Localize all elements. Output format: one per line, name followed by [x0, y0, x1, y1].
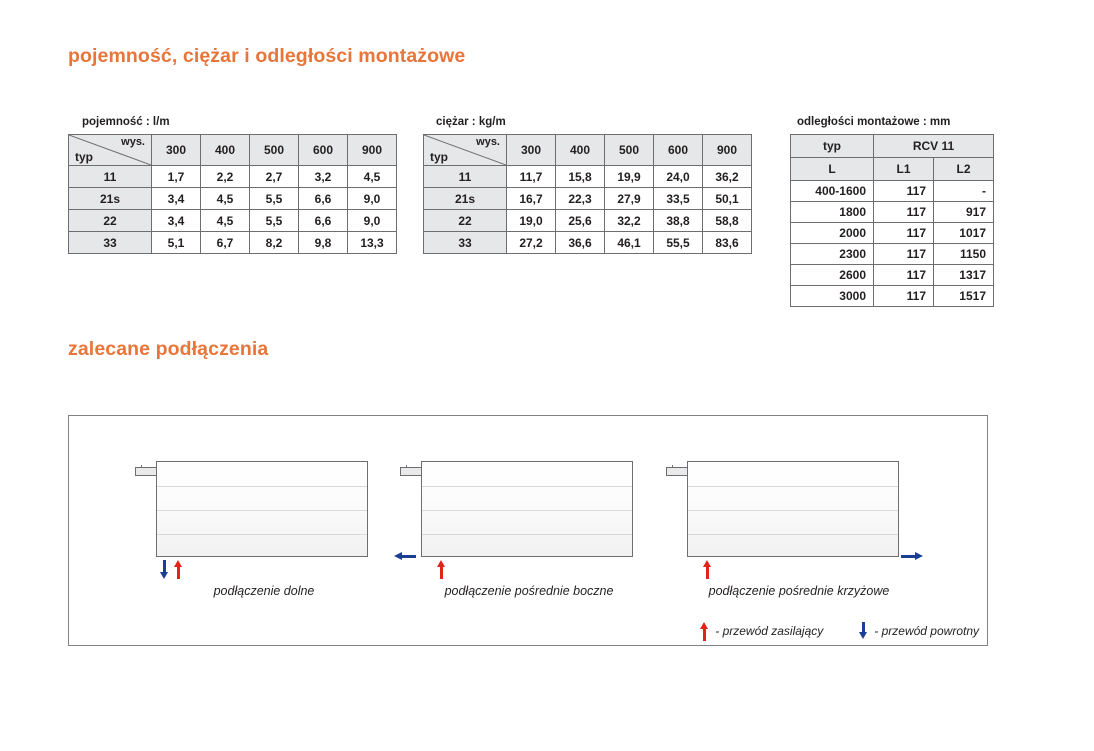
table-row — [791, 286, 994, 307]
table-cell: 33,5 — [654, 188, 703, 210]
radiator-seam — [157, 510, 367, 511]
radiator-illustration-1 — [156, 461, 368, 557]
radiator-seam — [688, 534, 898, 535]
radiator-seam — [422, 510, 632, 511]
corner-label-wys: wys. — [476, 136, 500, 148]
table-cell: 6,6 — [299, 188, 348, 210]
row-header: 21s — [69, 188, 152, 210]
column-header: 600 — [299, 135, 348, 166]
table-cell: 9,0 — [348, 210, 397, 232]
row-header: 22 — [424, 210, 507, 232]
mounting-header-typ: typ — [791, 135, 874, 158]
table-cell: 83,6 — [703, 232, 752, 254]
diagram-caption-2: podłączenie pośrednie boczne — [444, 584, 614, 598]
table-row — [424, 232, 752, 254]
radiator-seam — [422, 486, 632, 487]
connections-diagram-panel — [68, 415, 988, 646]
table-row — [791, 202, 994, 223]
table-cell: 4,5 — [348, 166, 397, 188]
table-cell: 3,4 — [152, 210, 201, 232]
arrow-head — [859, 632, 867, 639]
column-header: 900 — [348, 135, 397, 166]
table-cell: 9,8 — [299, 232, 348, 254]
table-row — [69, 166, 397, 188]
table-cell: 38,8 — [654, 210, 703, 232]
table-cell: 5,1 — [152, 232, 201, 254]
table-row — [791, 181, 994, 202]
column-header: 500 — [605, 135, 654, 166]
table-cell: 4,5 — [201, 188, 250, 210]
supply-arrow-2 — [437, 560, 446, 579]
table-cell: 3,2 — [299, 166, 348, 188]
corner-label-typ: typ — [430, 150, 448, 164]
arrow-stem — [703, 628, 706, 641]
table-cell: 2,7 — [250, 166, 299, 188]
mounting-l1: 117 — [874, 244, 934, 265]
mounting-subheader-l2: L2 — [934, 158, 994, 181]
return-arrow-3 — [901, 552, 923, 561]
legend-return-label: - przewód powrotny — [874, 623, 979, 638]
mounting-l1: 117 — [874, 181, 934, 202]
page-title-connections: zalecane podłączenia — [68, 338, 269, 360]
valve-icon-2 — [400, 467, 422, 476]
table-cell: 1,7 — [152, 166, 201, 188]
table-subheader-row — [791, 158, 994, 181]
arrow-stem — [706, 566, 709, 579]
table-cell: 19,9 — [605, 166, 654, 188]
return-arrow-1 — [160, 560, 169, 579]
table-cell: 3,4 — [152, 188, 201, 210]
radiator-seam — [422, 534, 632, 535]
table-cell: 24,0 — [654, 166, 703, 188]
table-cell: 32,2 — [605, 210, 654, 232]
legend-supply-label: - przewód zasilający — [715, 623, 824, 638]
table-cell: 25,6 — [556, 210, 605, 232]
table-cell: 13,3 — [348, 232, 397, 254]
mounting-l2: 1150 — [934, 244, 994, 265]
arrow-head — [174, 560, 182, 567]
column-header: 400 — [201, 135, 250, 166]
column-header: 300 — [152, 135, 201, 166]
diagram-caption-1: podłączenie dolne — [213, 584, 315, 598]
table-cell: 27,9 — [605, 188, 654, 210]
table-cell: 16,7 — [507, 188, 556, 210]
supply-arrow-1 — [174, 560, 183, 579]
table-cell: 2,2 — [201, 166, 250, 188]
row-header: 33 — [69, 232, 152, 254]
mounting-table — [790, 134, 994, 307]
table-cell: 55,5 — [654, 232, 703, 254]
table-row — [69, 188, 397, 210]
row-header: 11 — [424, 166, 507, 188]
table-cell: 11,7 — [507, 166, 556, 188]
radiator-seam — [157, 534, 367, 535]
mounting-length: 2300 — [791, 244, 874, 265]
mounting-l2: 1017 — [934, 223, 994, 244]
mounting-l2: 1317 — [934, 265, 994, 286]
table-cell: 27,2 — [507, 232, 556, 254]
table-cell: 36,2 — [703, 166, 752, 188]
row-header: 22 — [69, 210, 152, 232]
capacity-table-caption: pojemność : l/m — [82, 116, 170, 128]
arrow-stem — [901, 555, 916, 558]
table-cell: 5,5 — [250, 188, 299, 210]
table-cell: 6,6 — [299, 210, 348, 232]
page-title-capacity: pojemność, ciężar i odległości montażowe — [68, 45, 466, 67]
table-header-row — [424, 135, 752, 166]
supply-arrow-3 — [703, 560, 712, 579]
corner-header-cell — [424, 135, 507, 166]
radiator-seam — [157, 486, 367, 487]
mounting-l1: 117 — [874, 265, 934, 286]
table-cell: 46,1 — [605, 232, 654, 254]
arrow-head — [703, 560, 711, 567]
mounting-subheader-l1: L1 — [874, 158, 934, 181]
table-row — [69, 210, 397, 232]
table-row — [424, 166, 752, 188]
table-cell: 6,7 — [201, 232, 250, 254]
arrow-head — [160, 572, 168, 579]
mounting-l2: 917 — [934, 202, 994, 223]
arrow-head — [437, 560, 445, 567]
arrow-stem — [440, 566, 443, 579]
table-row — [69, 232, 397, 254]
table-cell: 19,0 — [507, 210, 556, 232]
mounting-length: 2000 — [791, 223, 874, 244]
supply-arrow-legend-icon — [700, 622, 709, 639]
mounting-length: 2600 — [791, 265, 874, 286]
table-header-row — [69, 135, 397, 166]
mounting-length: 3000 — [791, 286, 874, 307]
arrow-head — [700, 622, 708, 629]
column-header: 600 — [654, 135, 703, 166]
radiator-seam — [688, 510, 898, 511]
table-cell: 4,5 — [201, 210, 250, 232]
mounting-l1: 117 — [874, 223, 934, 244]
weight-table — [423, 134, 752, 254]
table-cell: 22,3 — [556, 188, 605, 210]
corner-header-cell — [69, 135, 152, 166]
row-header: 11 — [69, 166, 152, 188]
table-row — [791, 265, 994, 286]
table-row — [424, 188, 752, 210]
table-cell: 9,0 — [348, 188, 397, 210]
table-cell: 58,8 — [703, 210, 752, 232]
mounting-l2: 1517 — [934, 286, 994, 307]
mounting-l1: 117 — [874, 202, 934, 223]
capacity-table — [68, 134, 397, 254]
mounting-length: 1800 — [791, 202, 874, 223]
arrow-head — [915, 552, 923, 560]
table-cell: 5,5 — [250, 210, 299, 232]
row-header: 33 — [424, 232, 507, 254]
column-header: 500 — [250, 135, 299, 166]
weight-table-caption: ciężar : kg/m — [436, 116, 506, 128]
corner-header-inner — [424, 135, 506, 165]
mounting-table-caption: odległości montażowe : mm — [797, 116, 951, 128]
arrow-head — [394, 552, 402, 560]
radiator-illustration-3 — [687, 461, 899, 557]
table-row — [791, 223, 994, 244]
table-cell: 50,1 — [703, 188, 752, 210]
mounting-header-model: RCV 11 — [874, 135, 994, 158]
corner-label-wys: wys. — [121, 136, 145, 148]
return-arrow-2 — [394, 552, 416, 561]
mounting-length: 400-1600 — [791, 181, 874, 202]
column-header: 300 — [507, 135, 556, 166]
table-cell: 36,6 — [556, 232, 605, 254]
table-row — [424, 210, 752, 232]
arrow-stem — [401, 555, 416, 558]
diagram-caption-3: podłączenie pośrednie krzyżowe — [708, 584, 890, 598]
valve-icon-3 — [666, 467, 688, 476]
arrow-stem — [177, 566, 180, 579]
mounting-l2: - — [934, 181, 994, 202]
mounting-l1: 117 — [874, 286, 934, 307]
mounting-subheader-l: L — [791, 158, 874, 181]
radiator-illustration-2 — [421, 461, 633, 557]
corner-label-typ: typ — [75, 150, 93, 164]
table-row — [791, 244, 994, 265]
diagram-legend — [700, 622, 979, 639]
valve-icon-1 — [135, 467, 157, 476]
column-header: 400 — [556, 135, 605, 166]
table-cell: 15,8 — [556, 166, 605, 188]
corner-header-inner — [69, 135, 151, 165]
table-cell: 8,2 — [250, 232, 299, 254]
return-arrow-legend-icon — [859, 622, 868, 639]
row-header: 21s — [424, 188, 507, 210]
column-header: 900 — [703, 135, 752, 166]
radiator-seam — [688, 486, 898, 487]
table-header-row — [791, 135, 994, 158]
